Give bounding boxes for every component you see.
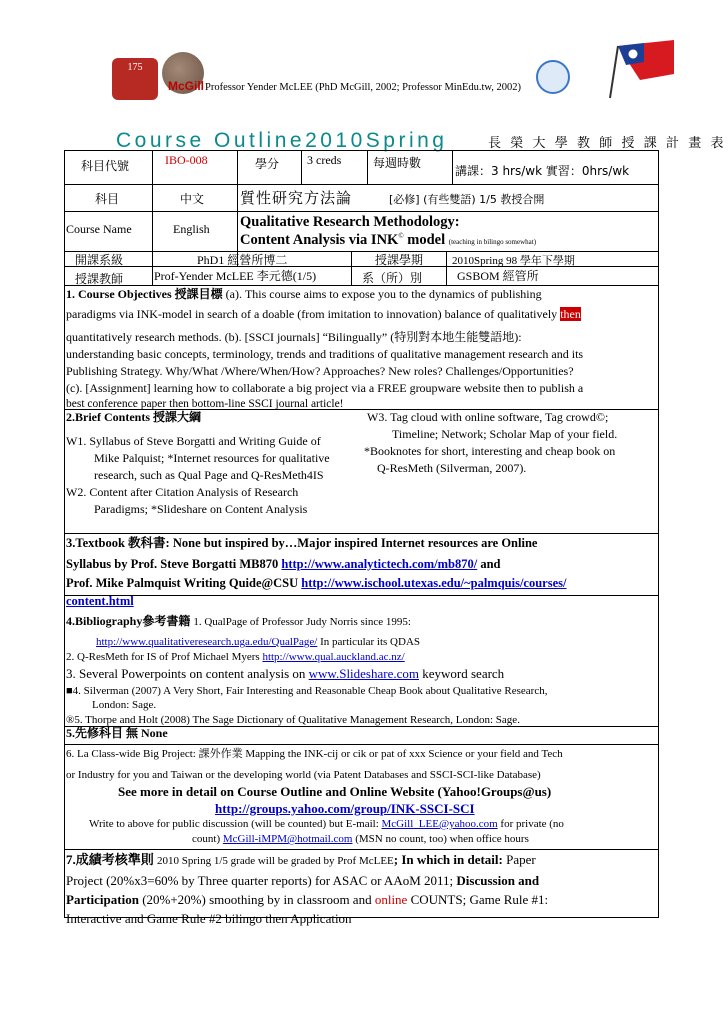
project-line-2: or Industry for you and Taiwan or the developing world (via Patent Databases and SSCI-SCI-like Database) (66, 769, 541, 781)
grading-heading: 7.成績考核準則 2010 Spring 1/5 grade will be graded by Prof McLEE; In which in detail: Paper (66, 852, 536, 867)
textbook-line-1: Syllabus by Prof. Steve Borgatti MB870 http://www.analytictech.com/mb870/ and (66, 557, 501, 571)
project-line-5: Write to above for public discussion (will be counted) but E-mail: McGill_LEE@yahoo.com for private (no (89, 818, 564, 830)
row-divider (65, 211, 658, 212)
teacher-value: Prof-Yender McLEE 李元德(1/5) (154, 269, 317, 283)
project-line-1: 6. La Class-wide Big Project: 課外作業 Mapping the INK-cij or cik or pat of xxx Science or your field and Tech (66, 748, 563, 760)
mcgill-logo: McGill (168, 79, 205, 93)
row-divider (65, 744, 658, 745)
chinese-title: 長 榮 大 學 教 師 授 課 計 畫 表 (488, 135, 727, 150)
objectives-line-7: best conference paper then bottom-line SSCI journal article! (66, 398, 344, 410)
biblio-line-1: http://www.qualitativeresearch.uga.edu/QualPage/ In particular its QDAS (96, 636, 421, 648)
yahoo-group-link[interactable]: http://groups.yahoo.com/group/INK-SSCI-SCI (215, 801, 475, 816)
dept-label: 開課系級 (75, 253, 124, 267)
col-divider (351, 251, 352, 285)
english-label: English (173, 222, 210, 236)
textbook-heading: 3.Textbook 教科書: None but inspired by…Major inspired Internet resources are Online (66, 536, 538, 550)
flag-icon (600, 40, 675, 98)
grading-line-3: Participation (20%+20%) smoothing by in classroom and online COUNTS; Game Rule #1: (66, 892, 549, 907)
brief-heading: 2.Brief Contents 授課大綱 (66, 410, 201, 424)
brief-right-2: Timeline; Network; Scholar Map of your field. (392, 427, 618, 441)
grading-section (0, 851, 728, 926)
course-title: Course Outline2010Spring (116, 129, 448, 152)
brief-left-3: research, such as Qual Page and Q-ResMeth4IS (94, 468, 324, 482)
qualpage-link[interactable]: http://www.qualitativeresearch.uga.edu/QualPage/ (96, 636, 318, 648)
biblio-line-6: ®5. Thorpe and Holt (2008) The Sage Dictionary of Qualitative Management Research, London: Sage. (66, 714, 520, 726)
grading-line-4: Interactive and Game Rule #2 bilingo then Application (66, 911, 352, 926)
col-divider (446, 251, 447, 285)
biblio-line-4: ■4. Silverman (2007) A Very Short, Fair Interesting and Reasonable Cheap Book about Qualitative Research, (66, 685, 548, 697)
col-divider (367, 151, 368, 184)
credits-value: 3 creds (307, 153, 342, 167)
row-divider (65, 849, 658, 850)
hours-value: 講課：3 hrs/wk 實習：0hrs/wk (455, 164, 630, 178)
brief-right-4: Q-ResMeth (Silverman, 2007). (377, 461, 527, 475)
brief-right-1: W3. Tag cloud with online software, Tag crowd©; (367, 410, 609, 424)
project-line-3: See more in detail on Course Outline and Online Website (Yahoo!Groups@us) (118, 784, 552, 799)
course-name-label: Course Name (66, 222, 132, 236)
project-line-6: count) McGill-iMPM@hotmail.com (MSN no count, too) when office hours (192, 833, 529, 845)
objectives-line-3: quantitatively research methods. (b). [SSCI journals] “Bilingually” (特別對本地生能雙語地): (66, 330, 522, 344)
slideshare-link[interactable]: www.Slideshare.com (308, 666, 419, 681)
biblio-heading: 4.Bibliography參考書籍 1. QualPage of Professor Judy Norris since 1995: (66, 614, 411, 628)
palmquist-link-cont[interactable]: content.html (66, 594, 134, 608)
hotmail-link[interactable]: McGill-iMPM@hotmail.com (222, 833, 353, 845)
unit-value: GSBOM 經管所 (457, 269, 539, 283)
objectives-line-1: 1. Course Objectives 授課目標 (a). This course aims to expose you to the dynamics of publishing (66, 287, 542, 301)
term-label: 授課學期 (375, 253, 424, 267)
biblio-line-2: 2. Q-ResMeth for IS of Prof Michael Myers http://www.qual.auckland.ac.nz/ (66, 651, 405, 663)
chinese-label: 中文 (180, 192, 205, 206)
mcgill-email-link[interactable]: McGill_LEE@yahoo.com (381, 818, 498, 830)
auckland-link[interactable]: http://www.qual.auckland.ac.nz/ (262, 651, 405, 663)
prereq-heading: 5.先修科目 無 None (66, 726, 168, 740)
credits-label: 學分 (255, 157, 280, 171)
chinese-course-note: [必修] (有些雙語) 1/5 教授合開 (389, 193, 545, 206)
brief-left-2: Mike Palquist; *Internet resources for qualitative (94, 451, 330, 465)
hours-label: 每週時數 (373, 156, 422, 170)
biblio-line-3: 3. Several Powerpoints on content analysis on www.Slideshare.com keyword search (66, 666, 505, 681)
brief-left-1: W1. Syllabus of Steve Borgatti and Writing Guide of (66, 434, 321, 448)
textbook-line-3 (66, 593, 134, 610)
english-course-name-line1: Qualitative Research Methodology: (240, 214, 460, 230)
dept-value: PhD1 經營所博二 (197, 253, 288, 267)
col-divider (301, 151, 302, 184)
brief-left-4: W2. Content after Citation Analysis of Research (66, 485, 299, 499)
header (0, 0, 728, 120)
analytictech-link[interactable]: http://www.analytictech.com/mb870/ (281, 557, 478, 571)
col-divider (152, 151, 153, 285)
code-value: IBO-008 (165, 153, 208, 167)
professor-line: Professor Yender McLEE (PhD McGill, 2002; Professor MinEdu.tw, 2002) (205, 82, 522, 93)
objectives-line-4: understanding basic concepts, terminology, trends and traditions of qualitative management research and its (66, 347, 584, 361)
objectives-line-2: paradigms via INK-model in search of a doable (from imitation to innovation) balance of qualitatively then (66, 307, 581, 321)
term-value: 2010Spring 98 學年下學期 (452, 255, 575, 267)
brief-right-3: *Booknotes for short, interesting and cheap book on (364, 444, 616, 458)
textbook-line-2: Prof. Mike Palmquist Writing Quide@CSU http://www.ischool.utexas.edu/~palmquis/courses/ (66, 576, 567, 590)
objectives-line-6: (c). [Assignment] learning how to collaborate a big project via a FREE groupware website then to publish a (66, 381, 584, 395)
chinese-course-name: 質性研究方法論 (240, 189, 353, 207)
brief-left-5: Paradigms; *Slideshare on Content Analysis (94, 502, 308, 516)
grading-line-2: Project (20%x3=60% by Three quarter reports) for ASAC or AAoM 2011; Discussion and (66, 873, 540, 888)
code-label: 科目代號 (81, 159, 130, 173)
objectives-line-5: Publishing Strategy. Why/What /Where/When/How? Approaches? New roles? Challenges/Opportunities? (66, 364, 574, 378)
project-line-4 (215, 800, 475, 817)
teacher-label: 授課教師 (75, 272, 124, 286)
row-divider (65, 533, 658, 534)
palmquist-link[interactable]: http://www.ischool.utexas.edu/~palmquis/courses/ (301, 576, 567, 590)
unit-label: 系（所）別 (362, 271, 423, 285)
row-divider (65, 184, 658, 185)
row-divider (65, 595, 658, 596)
university-logo: 175 (112, 58, 158, 100)
un-emblem-icon (536, 60, 570, 94)
english-course-name-line2: Content Analysis via INK© model (teaching in bilingo somewhat) (240, 232, 537, 248)
subject-label: 科目 (95, 192, 120, 206)
biblio-line-5: London: Sage. (92, 699, 157, 711)
col-divider (237, 151, 238, 266)
col-divider (452, 151, 453, 184)
